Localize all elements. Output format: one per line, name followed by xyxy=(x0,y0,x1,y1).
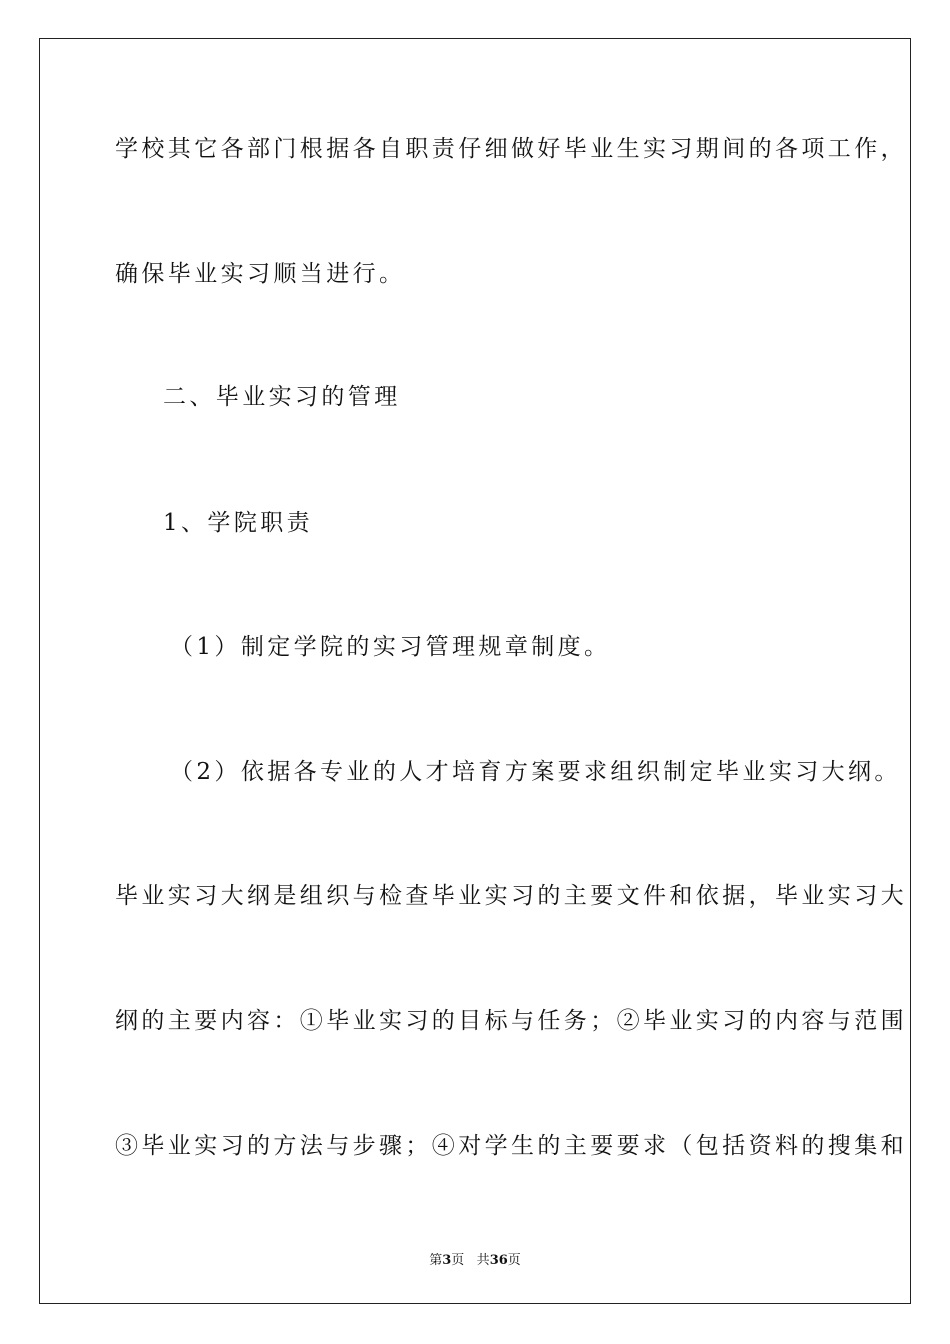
section-heading: 二、毕业实习的管理 xyxy=(163,384,401,410)
body-paragraph-line: 纲的主要内容：①毕业实习的目标与任务；②毕业实习的内容与范围 xyxy=(115,1008,907,1034)
total-label-suffix: 页 xyxy=(507,1253,521,1268)
subsection-heading: 1、学院职责 xyxy=(163,510,314,536)
page-footer xyxy=(0,1249,950,1268)
body-paragraph-line: 确保毕业实习顺当进行。 xyxy=(115,261,406,287)
page-number: 3 xyxy=(442,1253,452,1268)
page-label-prefix: 第 xyxy=(429,1253,443,1268)
total-pages: 36 xyxy=(489,1253,508,1268)
page-frame xyxy=(39,38,911,1304)
total-label-prefix: 共 xyxy=(476,1253,490,1268)
page-label-suffix: 页 xyxy=(451,1253,465,1268)
list-item: （2）依据各专业的人才培育方案要求组织制定毕业实习大纲。 xyxy=(170,759,901,785)
list-item: （1）制定学院的实习管理规章制度。 xyxy=(170,634,611,660)
body-paragraph-line: ③毕业实习的方法与步骤；④对学生的主要要求（包括资料的搜集和 xyxy=(115,1133,907,1159)
body-paragraph-line: 学校其它各部门根据各自职责仔细做好毕业生实习期间的各项工作， xyxy=(115,136,907,162)
body-paragraph-line: 毕业实习大纲是组织与检查毕业实习的主要文件和依据，毕业实习大 xyxy=(115,883,907,909)
